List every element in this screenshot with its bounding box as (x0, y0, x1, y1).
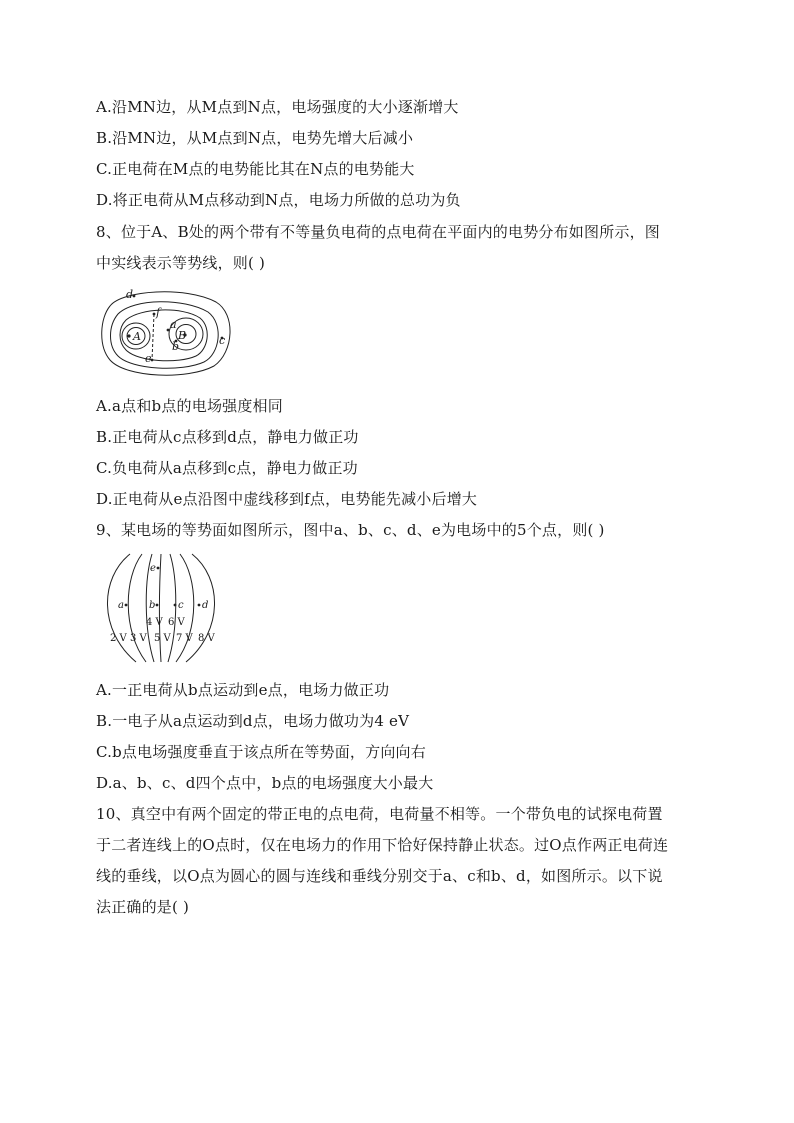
q10-stem-line-1: 10、真空中有两个固定的带正电的点电荷，电荷量不相等。一个带负电的试探电荷置 (96, 805, 663, 823)
q7-option-a: A.沿MN边，从M点到N点，电场强度的大小逐渐增大 (96, 98, 459, 116)
q8-equipotential-figure (96, 284, 236, 380)
q9-stem: 9、某电场的等势面如图所示，图中a、b、c、d、e为电场中的5个点，则( ) (96, 521, 605, 539)
q9-label-b: b (149, 600, 156, 611)
q9-option-c: C.b点电场强度垂直于该点所在等势面，方向向右 (96, 743, 426, 761)
q9-option-a: A.一正电荷从b点运动到e点，电场力做正功 (96, 681, 390, 699)
q8-option-d: D.正电荷从e点沿图中虚线移到f点，电势能先减小后增大 (96, 490, 478, 508)
q8-label-c: c (219, 334, 226, 347)
q8-label-e: e (145, 352, 152, 365)
q7-option-d: D.将正电荷从M点移动到N点，电场力所做的总功为负 (96, 191, 461, 209)
q9-label-4v: 4 V (146, 617, 163, 628)
q8-label-f: f (156, 306, 161, 319)
q9-label-2v: 2 V (110, 633, 127, 644)
q8-label-d: d (126, 288, 134, 301)
q9-label-3v: 3 V (130, 633, 147, 644)
q8-label-B: B (178, 329, 187, 342)
q9-label-8v: 8 V (198, 633, 215, 644)
q9-label-d: d (202, 600, 209, 611)
q8-option-a: A.a点和b点的电场强度相同 (96, 397, 283, 415)
q8-stem-line-2: 中实线表示等势线，则( ) (96, 254, 266, 272)
q9-label-e: e (150, 563, 156, 574)
q8-label-A: A (133, 330, 141, 343)
q9-equipotential-figure (96, 550, 236, 668)
q7-option-c: C.正电荷在M点的电势能比其在N点的电势能大 (96, 160, 415, 178)
q9-option-b: B.一电子从a点运动到d点，电场力做功为4 eV (96, 712, 410, 730)
q9-label-7v: 7 V (176, 633, 193, 644)
q8-stem-line-1: 8、位于A、B处的两个带有不等量负电荷的点电荷在平面内的电势分布如图所示，图 (96, 223, 661, 241)
q10-stem-line-4: 法正确的是( ) (96, 898, 190, 916)
q7-option-b: B.沿MN边，从M点到N点，电势先增大后减小 (96, 129, 414, 147)
q10-stem-line-2: 于二者连线上的O点时，仅在电场力的作用下恰好保持静止状态。过O点作两正电荷连 (96, 836, 669, 854)
q9-label-a: a (118, 600, 124, 611)
q10-stem-line-3: 线的垂线，以O点为圆心的圆与连线和垂线分别交于a、c和b、d，如图所示。以下说 (96, 867, 663, 885)
q8-label-a: a (170, 318, 177, 331)
q9-option-d: D.a、b、c、d四个点中，b点的电场强度大小最大 (96, 774, 434, 792)
q8-option-b: B.正电荷从c点移到d点，静电力做正功 (96, 428, 359, 446)
q9-label-5v: 5 V (154, 633, 171, 644)
q9-label-c: c (178, 600, 184, 611)
q8-dashed-line (152, 314, 154, 360)
q8-contour-outer (102, 292, 230, 375)
q8-option-c: C.负电荷从a点移到c点，静电力做正功 (96, 459, 358, 477)
q9-label-6v: 6 V (168, 617, 185, 628)
q8-label-b: b (172, 340, 180, 353)
